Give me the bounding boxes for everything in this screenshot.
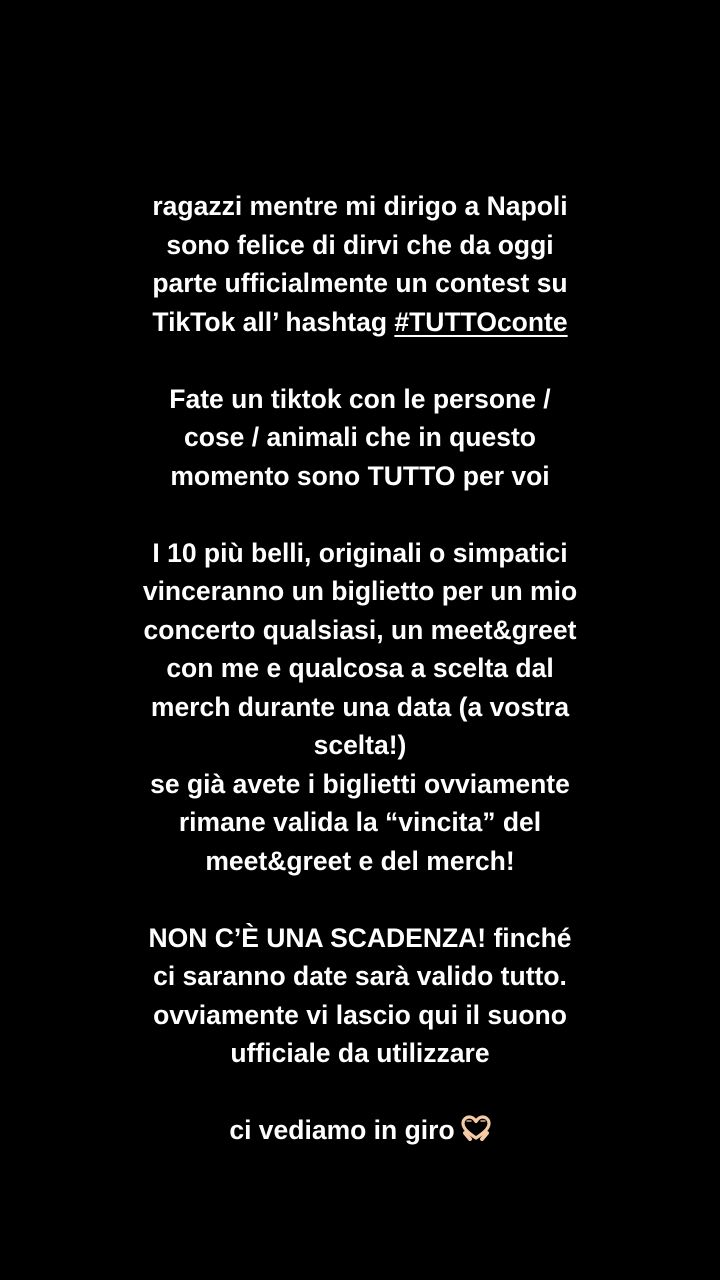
paragraph-spacer (40, 341, 680, 380)
text-line: ragazzi mentre mi dirigo a Napoli (152, 191, 568, 221)
text-line: concerto qualsiasi, un meet&greet (143, 614, 577, 645)
text-line: rimane valida la “vincita” del (178, 807, 542, 837)
text-line: vinceranno un biglietto per un mio (142, 576, 578, 606)
text-line: ufficiale da utilizzare (230, 1038, 490, 1068)
text-line-prefix: TikTok all’ hashtag (152, 306, 395, 337)
paragraph-intro (40, 187, 680, 341)
text-line: scelta!) (313, 730, 407, 760)
hashtag-link[interactable]: #TUTTOconte (394, 306, 568, 337)
text-line: ovviamente vi lascio qui il suono (153, 999, 567, 1030)
text-line: merch durante una data (a vostra (150, 691, 570, 722)
paragraph-deadline (40, 919, 680, 1073)
signoff-text: ci vediamo in giro (229, 1115, 455, 1145)
text-line: cose / animali che in questo (184, 422, 536, 452)
text-line: Fate un tiktok con le persone / (169, 383, 551, 414)
text-line: ci saranno date sarà valido tutto. (153, 961, 567, 991)
text-line: con me e qualcosa a scelta dal (166, 653, 554, 683)
text-line: se già avete i biglietti ovviamente (150, 768, 570, 799)
paragraph-spacer (40, 1073, 680, 1112)
text-line: NON C’È UNA SCADENZA! finché (148, 922, 572, 953)
text-line: parte ufficialmente un contest su (152, 268, 568, 298)
heart-hands-icon (461, 1113, 491, 1152)
text-line: I 10 più belli, originali o simpatici (152, 537, 568, 568)
paragraph-signoff (40, 1111, 680, 1152)
text-line-signoff (40, 1111, 680, 1152)
story-text (40, 187, 680, 1152)
text-line: momento sono TUTTO per voi (170, 460, 550, 491)
paragraph-spacer (40, 495, 680, 534)
paragraph-spacer (40, 880, 680, 919)
paragraph-prizes (40, 534, 680, 881)
text-line: meet&greet e del merch! (205, 845, 515, 876)
text-line: sono felice di dirvi che da oggi (166, 229, 554, 260)
text-line-hashtag (40, 303, 680, 342)
paragraph-instructions (40, 380, 680, 496)
